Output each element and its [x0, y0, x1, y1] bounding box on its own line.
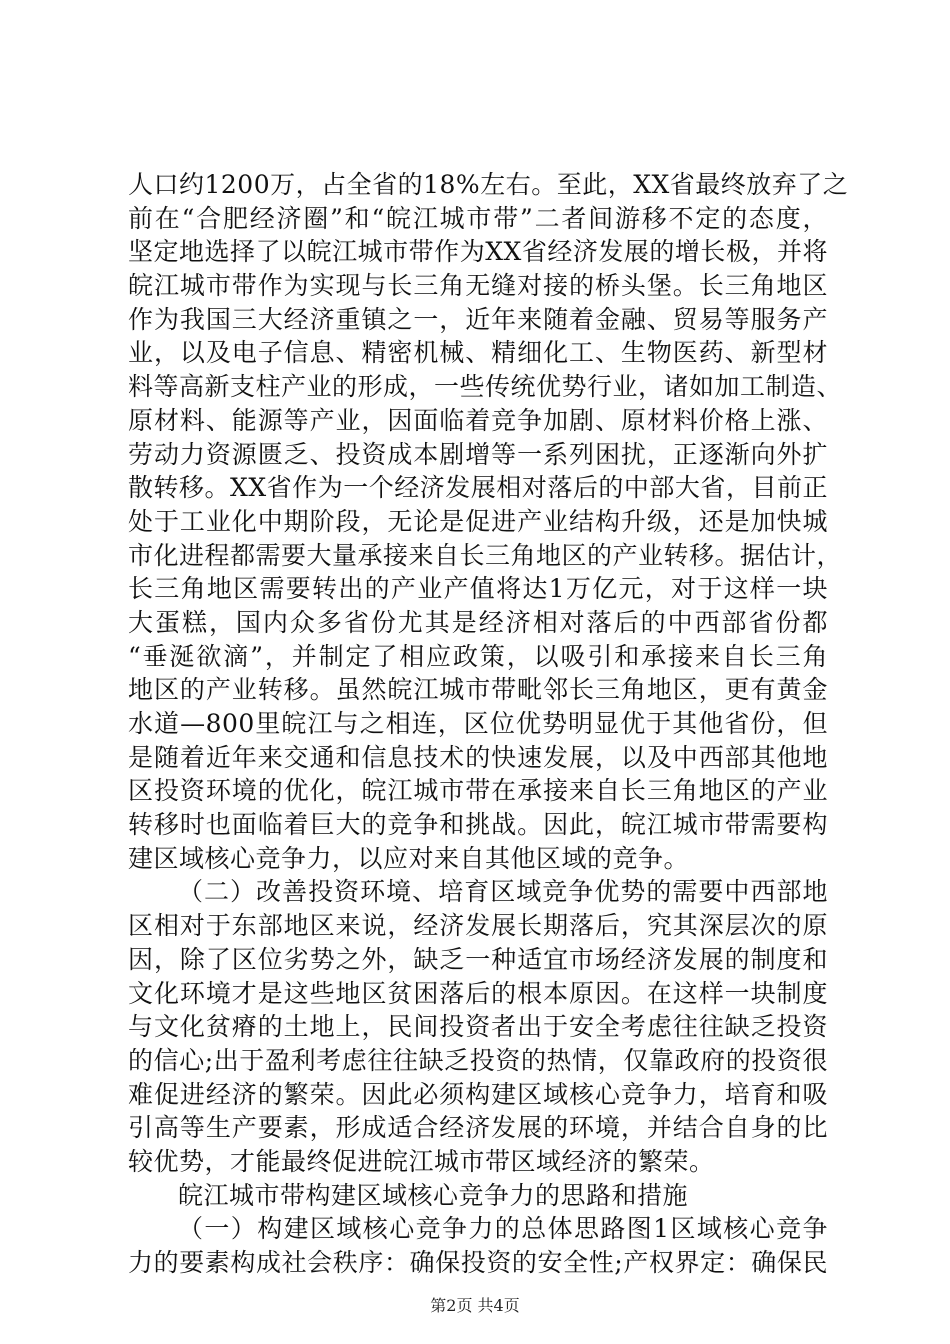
- text-line: “垂涎欲滴”，并制定了相应政策，以吸引和承接来自长三角: [128, 641, 828, 671]
- section-heading: 皖江城市带构建区域核心竞争力的思路和措施: [178, 1180, 689, 1210]
- text-line: 引高等生产要素，形成适合经济发展的环境，并结合自身的比: [128, 1113, 828, 1143]
- text-line: 是随着近年来交通和信息技术的快速发展，以及中西部其他地: [128, 742, 828, 772]
- text-line: 文化环境才是这些地区贫困落后的根本原因。在这样一块制度: [128, 978, 828, 1008]
- text-line: 原材料、能源等产业，因面临着竞争加剧、原材料价格上涨、: [128, 405, 828, 435]
- text-line: 人口约1200万，占全省的18%左右。至此，XX省最终放弃了之: [128, 170, 849, 199]
- text-line: 前在“合肥经济圈”和“皖江城市带”二者间游移不定的态度，: [128, 203, 828, 233]
- text-line: 力的要素构成社会秩序：确保投资的安全性;产权界定：确保民: [128, 1248, 828, 1277]
- document-body: [128, 168, 849, 1280]
- text-line: （二）改善投资环境、培育区域竞争优势的需要中西部地: [178, 877, 828, 907]
- text-line: 与文化贫瘠的土地上，民间投资者出于安全考虑往往缺乏投资: [128, 1012, 828, 1042]
- text-line: 建区域核心竞争力，以应对来自其他区域的竞争。: [128, 843, 690, 873]
- text-line: 料等高新支柱产业的形成，一些传统优势行业，诸如加工制造、: [128, 372, 843, 402]
- text-line: 地区的产业转移。虽然皖江城市带毗邻长三角地区，更有黄金: [128, 675, 828, 705]
- text-line: 难促进经济的繁荣。因此必须构建区域核心竞争力，培育和吸: [128, 1079, 828, 1109]
- text-line: 转移时也面临着巨大的竞争和挑战。因此，皖江城市带需要构: [128, 810, 828, 840]
- text-line: （一）构建区域核心竞争力的总体思路图1区域核心竞争: [178, 1214, 828, 1244]
- page-number: 第2页 共4页: [430, 1296, 520, 1315]
- text-line: 区投资环境的优化，皖江城市带在承接来自长三角地区的产业: [128, 776, 828, 806]
- text-line: 劳动力资源匮乏、投资成本剧增等一系列困扰，正逐渐向外扩: [128, 439, 828, 469]
- text-line: 区相对于东部地区来说，经济发展长期落后，究其深层次的原: [128, 911, 828, 941]
- text-line: 因，除了区位劣势之外，缺乏一种适宜市场经济发展的制度和: [128, 944, 828, 974]
- text-line: 大蛋糕，国内众多省份尤其是经济相对落后的中西部省份都: [128, 607, 828, 637]
- text-line: 坚定地选择了以皖江城市带作为XX省经济发展的增长极，并将: [128, 237, 828, 267]
- text-line: 市化进程都需要大量承接来自长三角地区的产业转移。据估计，: [128, 540, 843, 570]
- text-line: 长三角地区需要转出的产业产值将达1万亿元，对于这样一块: [128, 574, 828, 604]
- text-line: 业，以及电子信息、精密机械、精细化工、生物医药、新型材: [128, 338, 828, 368]
- text-line: 皖江城市带作为实现与长三角无缝对接的桥头堡。长三角地区: [128, 271, 828, 301]
- page-footer: [0, 1296, 950, 1316]
- text-line: 散转移。XX省作为一个经济发展相对落后的中部大省，目前正: [128, 473, 828, 503]
- text-line: 较优势，才能最终促进皖江城市带区域经济的繁荣。: [128, 1146, 715, 1176]
- text-line: 水道—800里皖江与之相连，区位优势明显优于其他省份，但: [128, 709, 828, 738]
- text-line: 的信心;出于盈利考虑往往缺乏投资的热情，仅靠政府的投资很: [128, 1045, 828, 1075]
- text-line: 作为我国三大经济重镇之一，近年来随着金融、贸易等服务产: [128, 304, 828, 334]
- text-line: 处于工业化中期阶段，无论是促进产业结构升级，还是加快城: [128, 506, 828, 536]
